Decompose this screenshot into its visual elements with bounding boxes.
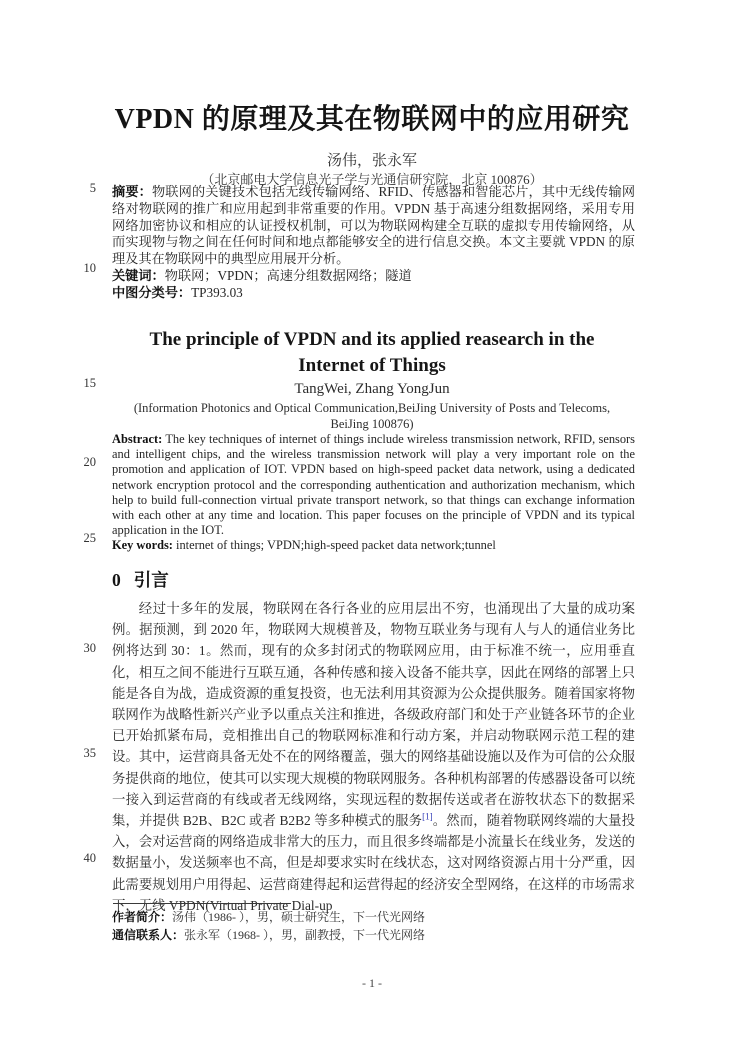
abstract-label-cn: 摘要：: [112, 184, 152, 199]
corresponding-author-text: 张永军（1968- ），男，副教授，下一代光网络: [184, 927, 426, 942]
section-title: 引言: [133, 570, 169, 590]
clc-label: 中图分类号：: [112, 284, 192, 300]
margin-line-number: 30: [83, 641, 96, 655]
en-meta-block: [112, 432, 635, 554]
author-bio-text: 汤伟（1986- ），男，硕士研究生，下一代光网络: [172, 910, 426, 924]
margin-line-number: 20: [83, 455, 96, 469]
paper-title-en-line2: Internet of Things: [298, 355, 446, 376]
abstract-text-en: The key techniques of internet of things include wireless transmission network, RFID, sensors and intelligent chips, and the wireless transmission network will play a very important role on the promotion and application of IOT. VPDN based on high-speed packet data network, using a dedicated network encryption protocol and the corresponding authentication and authorization mechanism, which help to build full-connection virtual private transport network, so that things can exchange information with each other at any time and location. This paper focuses on the principle of VPDN and its typical application in the IOT.: [112, 432, 635, 538]
section-heading-introduction: [112, 567, 635, 592]
margin-line-number: 40: [83, 851, 96, 865]
margin-line-number: 5: [89, 181, 96, 195]
cn-meta-block: [112, 184, 635, 302]
paper-title-cn: VPDN 的原理及其在物联网中的应用研究: [114, 104, 630, 135]
corresponding-author: [112, 927, 592, 945]
margin-line-number: 10: [83, 261, 96, 275]
margin-line-number: 35: [83, 746, 96, 760]
keywords-cn: [112, 268, 635, 285]
keywords-text-cn: 物联网；VPDN；高速分组数据网络；隧道: [164, 268, 412, 283]
paper-title-en: [0, 327, 744, 379]
affiliation-en: [0, 400, 744, 432]
footnote-separator: [113, 903, 291, 904]
section-number: 0: [112, 570, 121, 590]
author-bio: [112, 909, 592, 927]
keywords-label-en: Key words:: [112, 538, 173, 553]
footnote-block: [112, 909, 592, 944]
author-bio-label: 作者简介：: [112, 910, 173, 924]
paper-title-en-line1: The principle of VPDN and its applied reasearch in the: [149, 329, 595, 350]
authors-en: TangWei, Zhang YongJun: [294, 381, 450, 397]
margin-line-number: 25: [83, 531, 96, 545]
margin-line-number: 15: [83, 376, 96, 390]
citation-ref-1: [1]: [422, 811, 433, 822]
affiliation-en-line2: BeiJing 100876): [330, 417, 414, 431]
corresponding-author-label: 通信联系人：: [112, 927, 185, 942]
page-number: - 1 -: [362, 976, 382, 990]
abstract-label-en: Abstract:: [112, 432, 163, 446]
keywords-en: [112, 538, 635, 553]
body-text-after-ref: 。然而，随着物联网终端的大量投入，会对运营商的网络造成非常大的压力，而且很多终端都是小流量长在线业务，发送的数据量小，发送频率也不高，但是却要求实时在线状态，这对网络资源占用十分严重，因此需要规划用户用得起、运营商建得起和运营得起的经济安全型网络，在这样的市场需求下，无线 VPDN(Virtual Private Dial-up: [112, 813, 635, 913]
body-paragraph: [112, 598, 635, 916]
keywords-text-en: internet of things; VPDN;high-speed packet data network;tunnel: [176, 538, 496, 553]
clc-value: TP393.03: [191, 284, 243, 300]
clc-number: [112, 285, 635, 302]
authors-cn: 汤伟，张永军: [326, 153, 417, 169]
abstract-cn: [112, 184, 635, 268]
body-text-before-ref: 经过十多年的发展，物联网在各行各业的应用层出不穷，也涌现出了大量的成功案例。据预测，到 2020 年，物联网大规模普及，物物互联业务与现有人与人的通信业务比例将达到 30：1。然而，现有的众多封闭式的物联网应用，由于标准不统一，应用垂直化，相互之间不能进行互联互通，各种传感和接入设备不能共享，因此在网络的部署上只能是各自为战，造成资源的重复投资，也无法利用其资源为公众提供服务。随着国家将物联网作为战略性新兴产业予以重点关注和推进，各级政府部门和处于产业链各环节的企业已开始抓紧布局，竞相推出自己的物联网标准和行动方案，并启动物联网示范工程的建设。其中，运营商具备无处不在的网络覆盖，强大的网络基础设施以及作为可信的公众服务提供商的地位，使其可以实现大规模的物联网服务。各种机构部署的传感器设备可以统一接入到运营商的有线或者无线网络，实现远程的数据传送或者在游牧状态下的数据采集，并提供 B2B、B2C 或者 B2B2 等多种模式的服务: [112, 601, 635, 829]
abstract-en: [112, 432, 635, 538]
abstract-text-cn: 物联网的关键技术包括无线传输网络、RFID、传感器和智能芯片，其中无线传输网络对物联网的推广和应用起到非常重要的作用。VPDN 基于高速分组数据网络，采用专用网络加密协议和相应的认证授权机制，可以为物联网构建全互联的虚拟专用传输网络，从而实现物与物之间在任何时间和地点都能够安全的进行信息交换。本文主要就 VPDN 的原理及其在物联网中的典型应用展开分析。: [112, 184, 636, 267]
affiliation-en-line1: (Information Photonics and Optical Communication,BeiJing University of Posts and Telecoms,: [133, 401, 611, 415]
affiliation-cn: （北京邮电大学信息光子学与光通信研究院，北京 100876）: [201, 172, 543, 187]
keywords-label-cn: 关键词：: [112, 268, 165, 283]
